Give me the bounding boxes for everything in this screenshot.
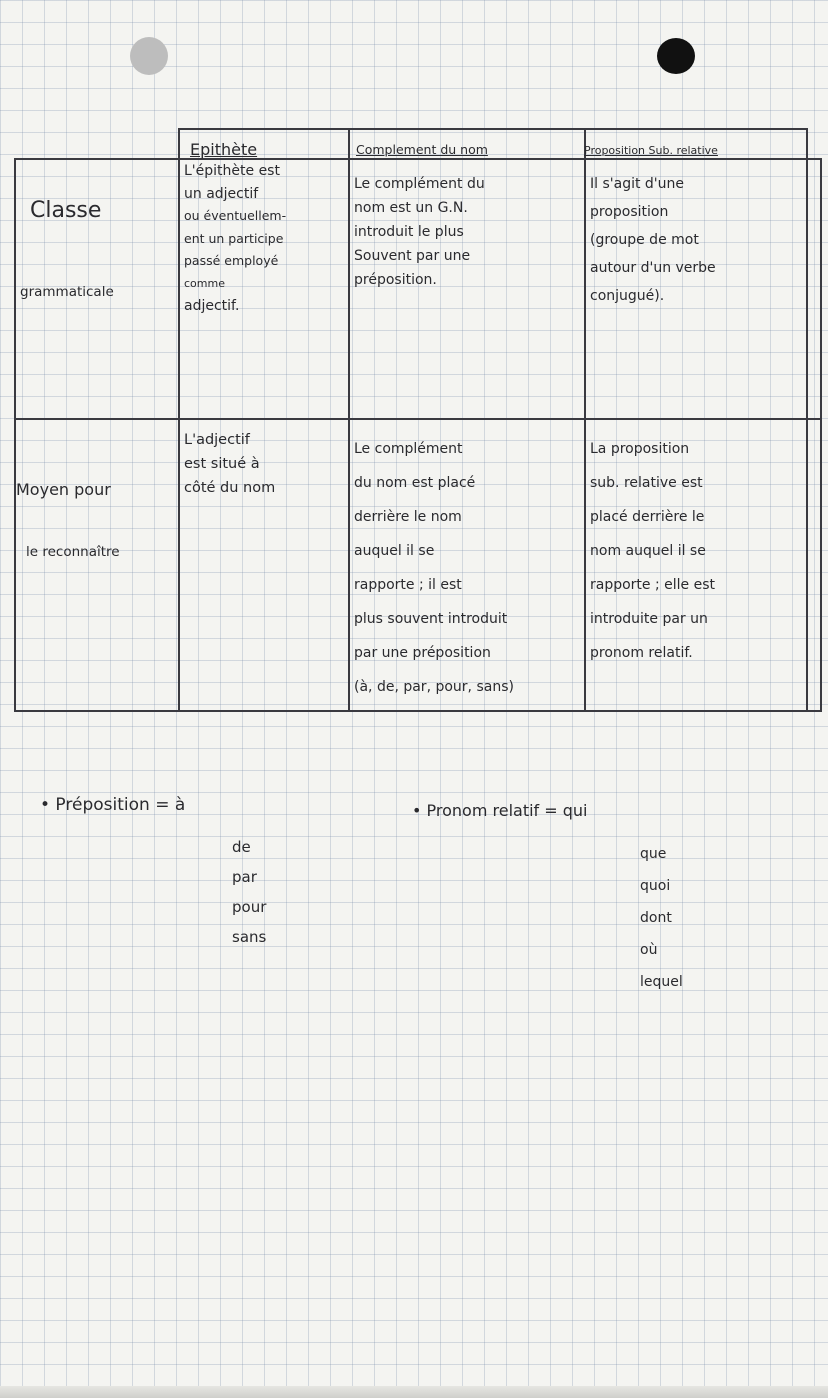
text-line: Il s'agit d'une: [590, 176, 685, 192]
text-line: pronom relatif.: [590, 645, 693, 661]
table-line: [820, 158, 822, 712]
table-line: [14, 418, 822, 420]
table-line: [14, 710, 822, 712]
text-line: passé employé: [184, 253, 279, 268]
list-item: dont: [640, 910, 672, 926]
row1-label-classe: Classe: [30, 198, 102, 223]
text-line: préposition.: [354, 272, 437, 288]
text-line: nom auquel il se: [590, 543, 706, 559]
text-line: autour d'un verbe: [590, 260, 716, 276]
row1-epithete-cell: [184, 160, 286, 318]
row2-complement-cell: [354, 432, 514, 704]
text-line: comme: [184, 276, 225, 290]
text-line: par une préposition: [354, 645, 491, 661]
table-line: [14, 158, 16, 712]
row2-epithete-cell: [184, 428, 275, 500]
table-line: [178, 128, 806, 130]
text-line: adjectif.: [184, 298, 240, 314]
text-line: La proposition: [590, 441, 690, 457]
row1-label-grammaticale: grammaticale: [20, 284, 114, 300]
text-line: Souvent par une: [354, 248, 471, 264]
table-line: [178, 128, 180, 712]
list-item: où: [640, 942, 658, 958]
text-line: nom est un G.N.: [354, 200, 468, 216]
pronom-relatif-list: [640, 838, 683, 998]
header-proposition-relative: Proposition Sub. relative: [584, 144, 718, 157]
text-line: (groupe de mot: [590, 232, 699, 248]
text-line: est situé à: [184, 456, 260, 472]
text-line: du nom est placé: [354, 475, 476, 491]
text-line: Le complément du: [354, 176, 485, 192]
text-line: introduite par un: [590, 611, 708, 627]
text-line: derrière le nom: [354, 509, 462, 525]
table-line: [348, 128, 350, 712]
text-line: conjugué).: [590, 288, 665, 304]
list-item: par: [232, 868, 257, 886]
text-line: auquel il se: [354, 543, 435, 559]
binder-hole-right-icon: [657, 38, 695, 74]
text-line: côté du nom: [184, 480, 276, 496]
text-line: rapporte ; il est: [354, 577, 462, 593]
list-item: que: [640, 846, 667, 862]
row1-complement-cell: [354, 172, 485, 292]
row2-label-reconnaitre: le reconnaître: [26, 544, 120, 560]
header-epithete: Epithète: [190, 140, 258, 159]
list-item: lequel: [640, 974, 683, 990]
text-line: placé derrière le: [590, 509, 705, 525]
text-line: (à, de, par, pour, sans): [354, 679, 514, 695]
row1-proposition-cell: [590, 170, 716, 310]
page-bottom-edge: [0, 1386, 828, 1398]
list-item: pour: [232, 898, 267, 916]
row2-label-moyen: Moyen pour: [16, 480, 111, 499]
list-item: quoi: [640, 878, 671, 894]
text-line: un adjectif: [184, 185, 259, 202]
list-item: de: [232, 838, 251, 856]
header-complement-du-nom: Complement du nom: [356, 142, 488, 157]
table-line: [584, 128, 586, 712]
list-item: sans: [232, 928, 267, 946]
text-line: L'épithète est: [184, 163, 280, 179]
text-line: L'adjectif: [184, 432, 250, 448]
text-line: ent un participe: [184, 230, 284, 246]
text-line: ou éventuellem-: [184, 208, 287, 223]
text-line: plus souvent introduit: [354, 611, 508, 627]
text-line: sub. relative est: [590, 475, 703, 491]
binder-hole-left-icon: [130, 37, 168, 75]
text-line: proposition: [590, 204, 669, 220]
preposition-list: [232, 832, 266, 952]
table-line: [806, 128, 808, 712]
text-line: Le complément: [354, 441, 463, 457]
text-line: rapporte ; elle est: [590, 577, 716, 593]
pronom-relatif-label: • Pronom relatif = qui: [412, 801, 588, 820]
preposition-label: • Préposition = à: [40, 795, 186, 815]
text-line: introduit le plus: [354, 224, 464, 240]
row2-proposition-cell: [590, 432, 715, 670]
